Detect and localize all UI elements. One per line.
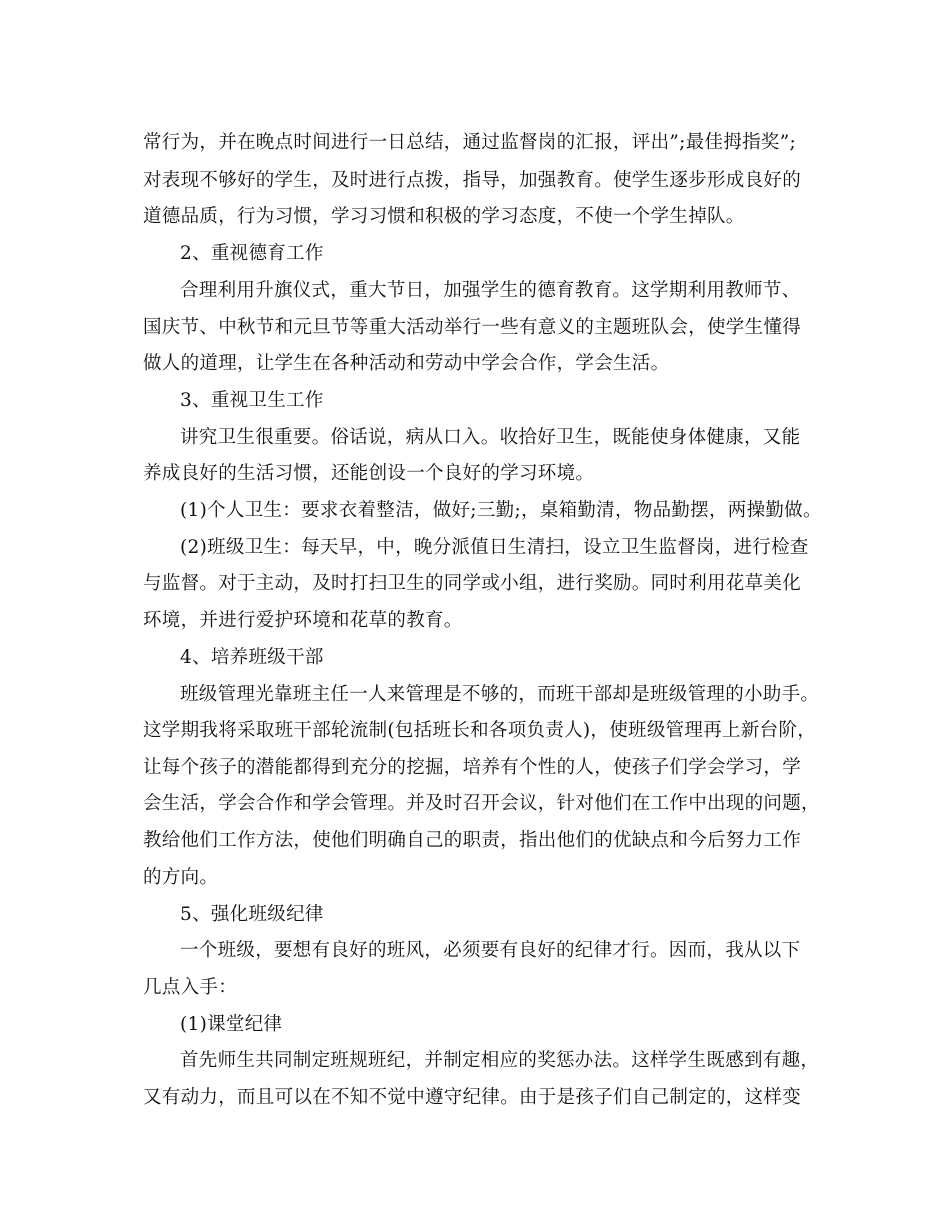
- body-text-line: 这学期我将采取班干部轮流制(包括班长和各项负责人)，使班级管理再上新台阶，: [143, 720, 817, 741]
- body-text-line: 教给他们工作方法，使他们明确自己的职责，指出他们的优缺点和今后努力工作: [143, 830, 802, 851]
- body-text-line: (1)个人卫生：要求衣着整洁，做好;三勤;，桌箱勤清，物品勤摆，两操勤做。: [180, 500, 822, 521]
- body-text-line: 环境，并进行爱护环境和花草的教育。: [143, 610, 463, 631]
- body-text-line: 的方向。: [143, 867, 219, 888]
- body-text-line: 让每个孩子的潜能都得到充分的挖掘，培养有个性的人，使孩子们学会学习，学: [143, 757, 802, 778]
- body-text-line: (2)班级卫生：每天早，中，晚分派值日生清扫，设立卫生监督岗，进行检查: [180, 537, 809, 558]
- body-text-line: 合理利用升旗仪式，重大节日，加强学生的德育教育。这学期利用教师节、: [180, 280, 801, 301]
- body-text-line: 做人的道理，让学生在各种活动和劳动中学会合作，学会生活。: [143, 353, 670, 374]
- body-text-line: 班级管理光靠班主任一人来管理是不够的，而班干部却是班级管理的小助手。: [180, 684, 820, 705]
- body-text-line: 首先师生共同制定班规班纪，并制定相应的奖惩办法。这样学生既感到有趣，: [180, 1050, 820, 1071]
- body-text-line: 对表现不够好的学生，及时进行点拨，指导，加强教育。使学生逐步形成良好的: [143, 170, 802, 191]
- section-heading: 5、强化班级纪律: [180, 904, 324, 925]
- section-heading: 3、重视卫生工作: [180, 390, 324, 411]
- body-text-line: 道德品质，行为习惯，学习习惯和积极的学习态度，不使一个学生掉队。: [143, 206, 745, 227]
- body-text-line: 会生活，学会合作和学会管理。并及时召开会议，针对他们在工作中出现的问题，: [143, 793, 820, 814]
- body-text-line: 一个班级，要想有良好的班风，必须要有良好的纪律才行。因而，我从以下: [180, 940, 801, 961]
- body-text-line: 讲究卫生很重要。俗话说，病从口入。收拾好卫生，既能使身体健康，又能: [180, 427, 801, 448]
- body-text-line: 又有动力，而且可以在不知不觉中遵守纪律。由于是孩子们自己制定的，这样变: [143, 1087, 802, 1108]
- body-text-line: 常行为，并在晚点时间进行一日总结，通过监督岗的汇报，评出”;最佳拇指奖”;: [143, 132, 796, 153]
- section-heading: 4、培养班级干部: [180, 647, 324, 668]
- section-heading: 2、重视德育工作: [180, 243, 324, 264]
- body-text-line: 与监督。对于主动，及时打扫卫生的同学或小组，进行奖励。同时利用花草美化: [143, 573, 802, 594]
- body-text-line: 养成良好的生活习惯，还能创设一个良好的学习环境。: [143, 463, 595, 484]
- body-text-line: 国庆节、中秋节和元旦节等重大活动举行一些有意义的主题班队会，使学生懂得: [143, 317, 802, 338]
- subsection-heading: (1)课堂纪律: [180, 1014, 283, 1035]
- body-text-line: 几点入手：: [143, 977, 238, 998]
